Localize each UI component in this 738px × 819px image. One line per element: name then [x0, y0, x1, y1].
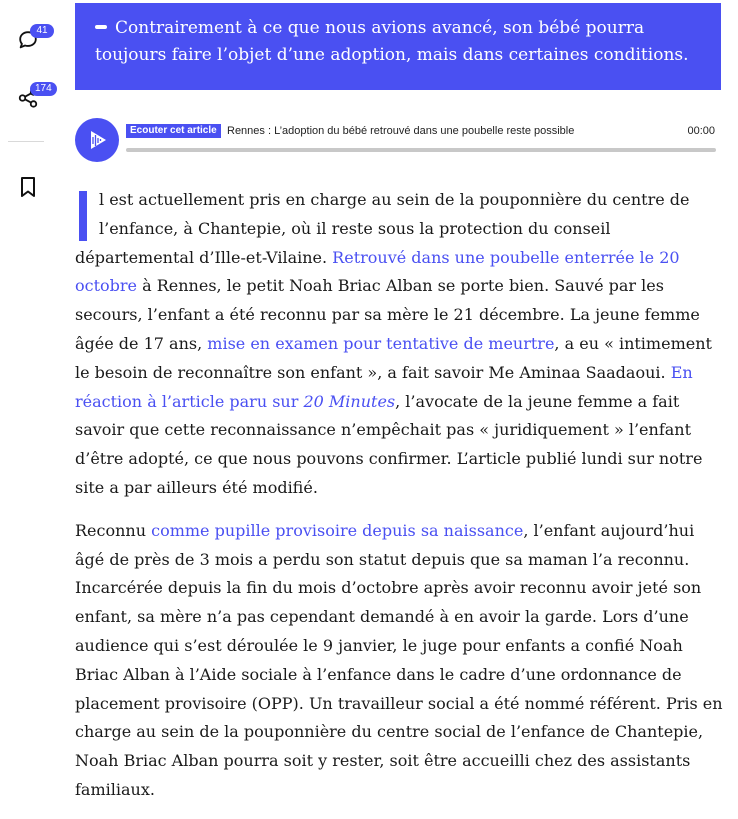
comments-count-badge: 41: [30, 24, 54, 38]
dropcap-bar: [79, 191, 87, 241]
article-paragraph: [75, 186, 725, 503]
shares-count-badge: 174: [30, 82, 57, 96]
summary-text: Contrairement à ce que nous avions avancé, son bébé pourra toujours faire l’objet d’une adoption, mais dans certaines conditions.: [95, 18, 689, 65]
link-mise-en-examen[interactable]: mise en examen pour tentative de meurtre: [207, 333, 555, 353]
article-summary-banner: [75, 3, 721, 90]
sidebar-divider: [8, 141, 44, 142]
paragraph-text: , l’enfant aujourd’hui âgé de près de 3 mois a perdu son statut depuis que sa maman l’a reconnu. Incarcérée depuis la fin du mois d’octobre après avoir reconnu avoir jeté son enfant, sa mère n’a pas cependant demandé à en avoir la garde. Lors d’une audience qui s’est déroulée le 9 janvier, le juge pour enfants a confié Noah Briac Alban à l’Aide sociale à l’enfance dans le cadre d’une ordonnance de placement provisoire (OPP). Un travailleur social a été nommé référent. Pris en charge au sein de la pouponnière du centre social de l’enfance de Chantepie, Noah Briac Alban pourra soit y rester, soit être accueilli chez des assistants familiaux.: [75, 520, 723, 799]
paragraph-text: à Rennes, le petit Noah Briac Alban se porte bien. Sauvé par les secours, l’enfant a été reconnu par sa mère le 21 décembre. La jeune femme âgée de 17 ans,: [75, 276, 700, 353]
paragraph-text: , l’avocate de la jeune femme a fait savoir que cette reconnaissance n’empêchait pas « juridiquement » l’enfant d’être adopté, ce que nous pouvons confirmer. L’article publié lundi sur notre site a par ailleurs été modifié.: [75, 391, 703, 497]
summary-dash-icon: [95, 25, 107, 29]
paragraph-text: , a eu « intimement le besoin de reconnaître son enfant », a fait savoir Me Aminaa Saadaoui.: [75, 333, 712, 382]
link-text: En réaction à l’article paru sur: [75, 362, 693, 411]
bookmark-button[interactable]: [14, 173, 42, 201]
share-sidebar: [0, 0, 56, 795]
audio-time: 00:00: [687, 125, 715, 137]
paragraph-text: l est actuellement pris en charge au sein de la pouponnière du centre de l’enfance, à Chantepie, où il reste sous la protection du conseil départemental d’Ille-et-Vilaine.: [75, 190, 690, 267]
link-pupille-provisoire[interactable]: comme pupille provisoire depuis sa naissance: [151, 520, 524, 540]
article-paragraph: [75, 517, 725, 805]
audio-progress-bar[interactable]: [126, 148, 716, 152]
play-audio-icon: [84, 127, 110, 153]
bookmark-icon: [18, 176, 38, 198]
audio-title: Rennes : L’adoption du bébé retrouvé dans une poubelle reste possible: [227, 125, 575, 137]
link-text-italic: 20 Minutes: [303, 391, 396, 411]
listen-article-label: Ecouter cet article: [126, 124, 221, 138]
audio-play-button[interactable]: [75, 118, 119, 162]
article-body: [75, 186, 725, 819]
audio-player: [75, 118, 721, 162]
paragraph-text: Reconnu: [75, 520, 152, 540]
link-poubelle-20-octobre[interactable]: Retrouvé dans une poubelle enterrée le 20 octobre: [75, 247, 680, 296]
